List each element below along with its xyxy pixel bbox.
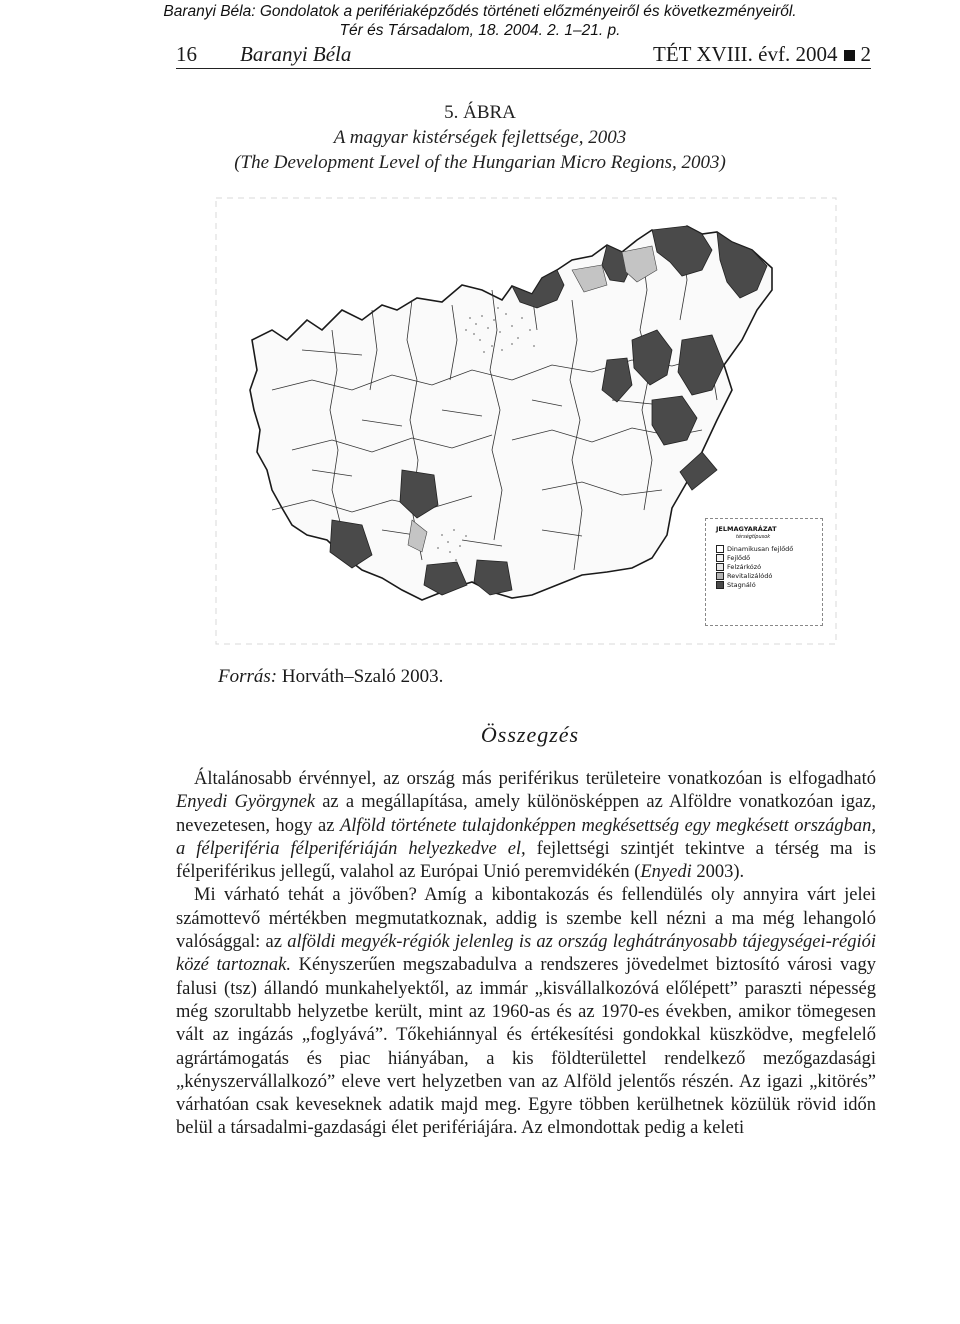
text-run-italic: Alföld története tulajdonképpen megkésettség egy megkésett országban, a félperiféria félperifériáján helyezkedve el, xyxy=(176,815,876,859)
page-number: 16 xyxy=(176,42,197,66)
text-run: fejlettségi szintjét tekintve a térség ma is félperiférikus jellegű, valahol az Európai Unió peremvidékén ( xyxy=(176,838,876,883)
text-run: 2003). xyxy=(691,862,745,883)
legend-label: Stagnáló xyxy=(727,581,756,589)
legend-item xyxy=(716,545,822,554)
running-head xyxy=(176,42,871,69)
text-run: az a megállapítása, amely különösképpen az Alföldre vonatkozóan igaz, nevezetesen, hogy az xyxy=(176,792,876,836)
figure-title-en: (The Development Level of the Hungarian Micro Regions, 2003) xyxy=(234,152,726,173)
journal-volume: TÉT XVIII. évf. 2004 xyxy=(653,42,838,66)
text-run: Kényszerűen megszabadulva a rendszeres jövedelmet biztosító városi vagy falusi (tsz) állandó munkahelyektől, az immár „kisvállalkozóvá előlépett” paraszti népesség még szorultabb helyzetbe került, mint az 1960-as és az 1970-es években, amikor tömegesen vált az ingázás „foglyává”. Tőkehiánnyal és értékesítési gondokkal küszködve, megfelelő agrártámogatás és piac hiányában, a kis földterülettel rendelkező mezőgazdasági „kényszervállalkozó” eleve vert helyzetben van az Alföld jelentős részén. Az igazi „kitörés” várhatóan csak keveseknek adatik majd meg. Egyre többen kerülhetnek közülük rövid időn belül a társadalmi-gazdasági élet perifériájára. Az elmondottak pedig a keleti xyxy=(176,955,876,1139)
citation-line-2: Tér és Társadalom, 18. 2004. 2. 1–21. p. xyxy=(339,22,621,39)
text-run-italic: Enyedi xyxy=(640,862,692,883)
legend-swatch xyxy=(716,572,724,580)
body-text xyxy=(176,768,876,1141)
text-run-italic: alföldi megyék-régiók jelenleg is az ország leghátrányosabb tájegységei-régiói közé tartoznak. xyxy=(176,932,876,976)
legend-label: Revitalizálódó xyxy=(727,572,773,580)
legend-item xyxy=(716,554,822,563)
text-run: Mi várható tehát a jövőben? Amíg a kibontakozás és fellendülés oly annyira várt jelei számottevő mértékben megmutatkoznak, addig is szembe kell nézni a ma még lehangoló valósággal: az xyxy=(176,885,876,953)
legend-label: Felzárkózó xyxy=(727,563,762,571)
figure-title-hu: A magyar kistérségek fejlettsége, 2003 xyxy=(333,127,627,148)
legend-label: Fejlődő xyxy=(727,554,751,562)
map-legend xyxy=(705,518,823,626)
source-text: Horváth–Szaló 2003. xyxy=(277,666,444,687)
hungary-micro-regions-map xyxy=(212,190,842,650)
paragraph-2 xyxy=(176,884,876,1140)
legend-item xyxy=(716,563,822,572)
legend-swatch xyxy=(716,545,724,553)
source-label: Forrás: xyxy=(218,666,278,687)
citation-header xyxy=(0,2,960,40)
citation-line-1: Baranyi Béla: Gondolatok a perifériaképződés történeti előzményeiről és következményeiről. xyxy=(163,3,797,20)
figure-caption xyxy=(0,100,960,175)
legend-subtitle: térségtípusok xyxy=(736,534,771,540)
legend-item xyxy=(716,572,822,581)
legend-item xyxy=(716,581,822,590)
legend-swatch xyxy=(716,554,724,562)
paragraph-1 xyxy=(176,768,876,884)
legend-title: JELMAGYARÁZAT xyxy=(716,525,777,533)
square-bullet-icon xyxy=(844,50,855,61)
section-title: Összegzés xyxy=(480,722,580,747)
text-run: Általánosabb érvénnyel, az ország más periférikus területeire vonatkozóan is elfogadható xyxy=(194,769,876,789)
text-run-italic: Enyedi Györgynek xyxy=(176,792,316,813)
legend-label: Dinamikusan fejlődő xyxy=(727,545,794,553)
journal-info xyxy=(653,42,871,67)
legend-swatch xyxy=(716,563,724,571)
running-author: Baranyi Béla xyxy=(240,42,352,66)
legend-swatch xyxy=(716,581,724,589)
figure-label: 5. ÁBRA xyxy=(444,102,516,123)
journal-issue: 2 xyxy=(860,42,871,66)
figure-source xyxy=(218,666,443,688)
